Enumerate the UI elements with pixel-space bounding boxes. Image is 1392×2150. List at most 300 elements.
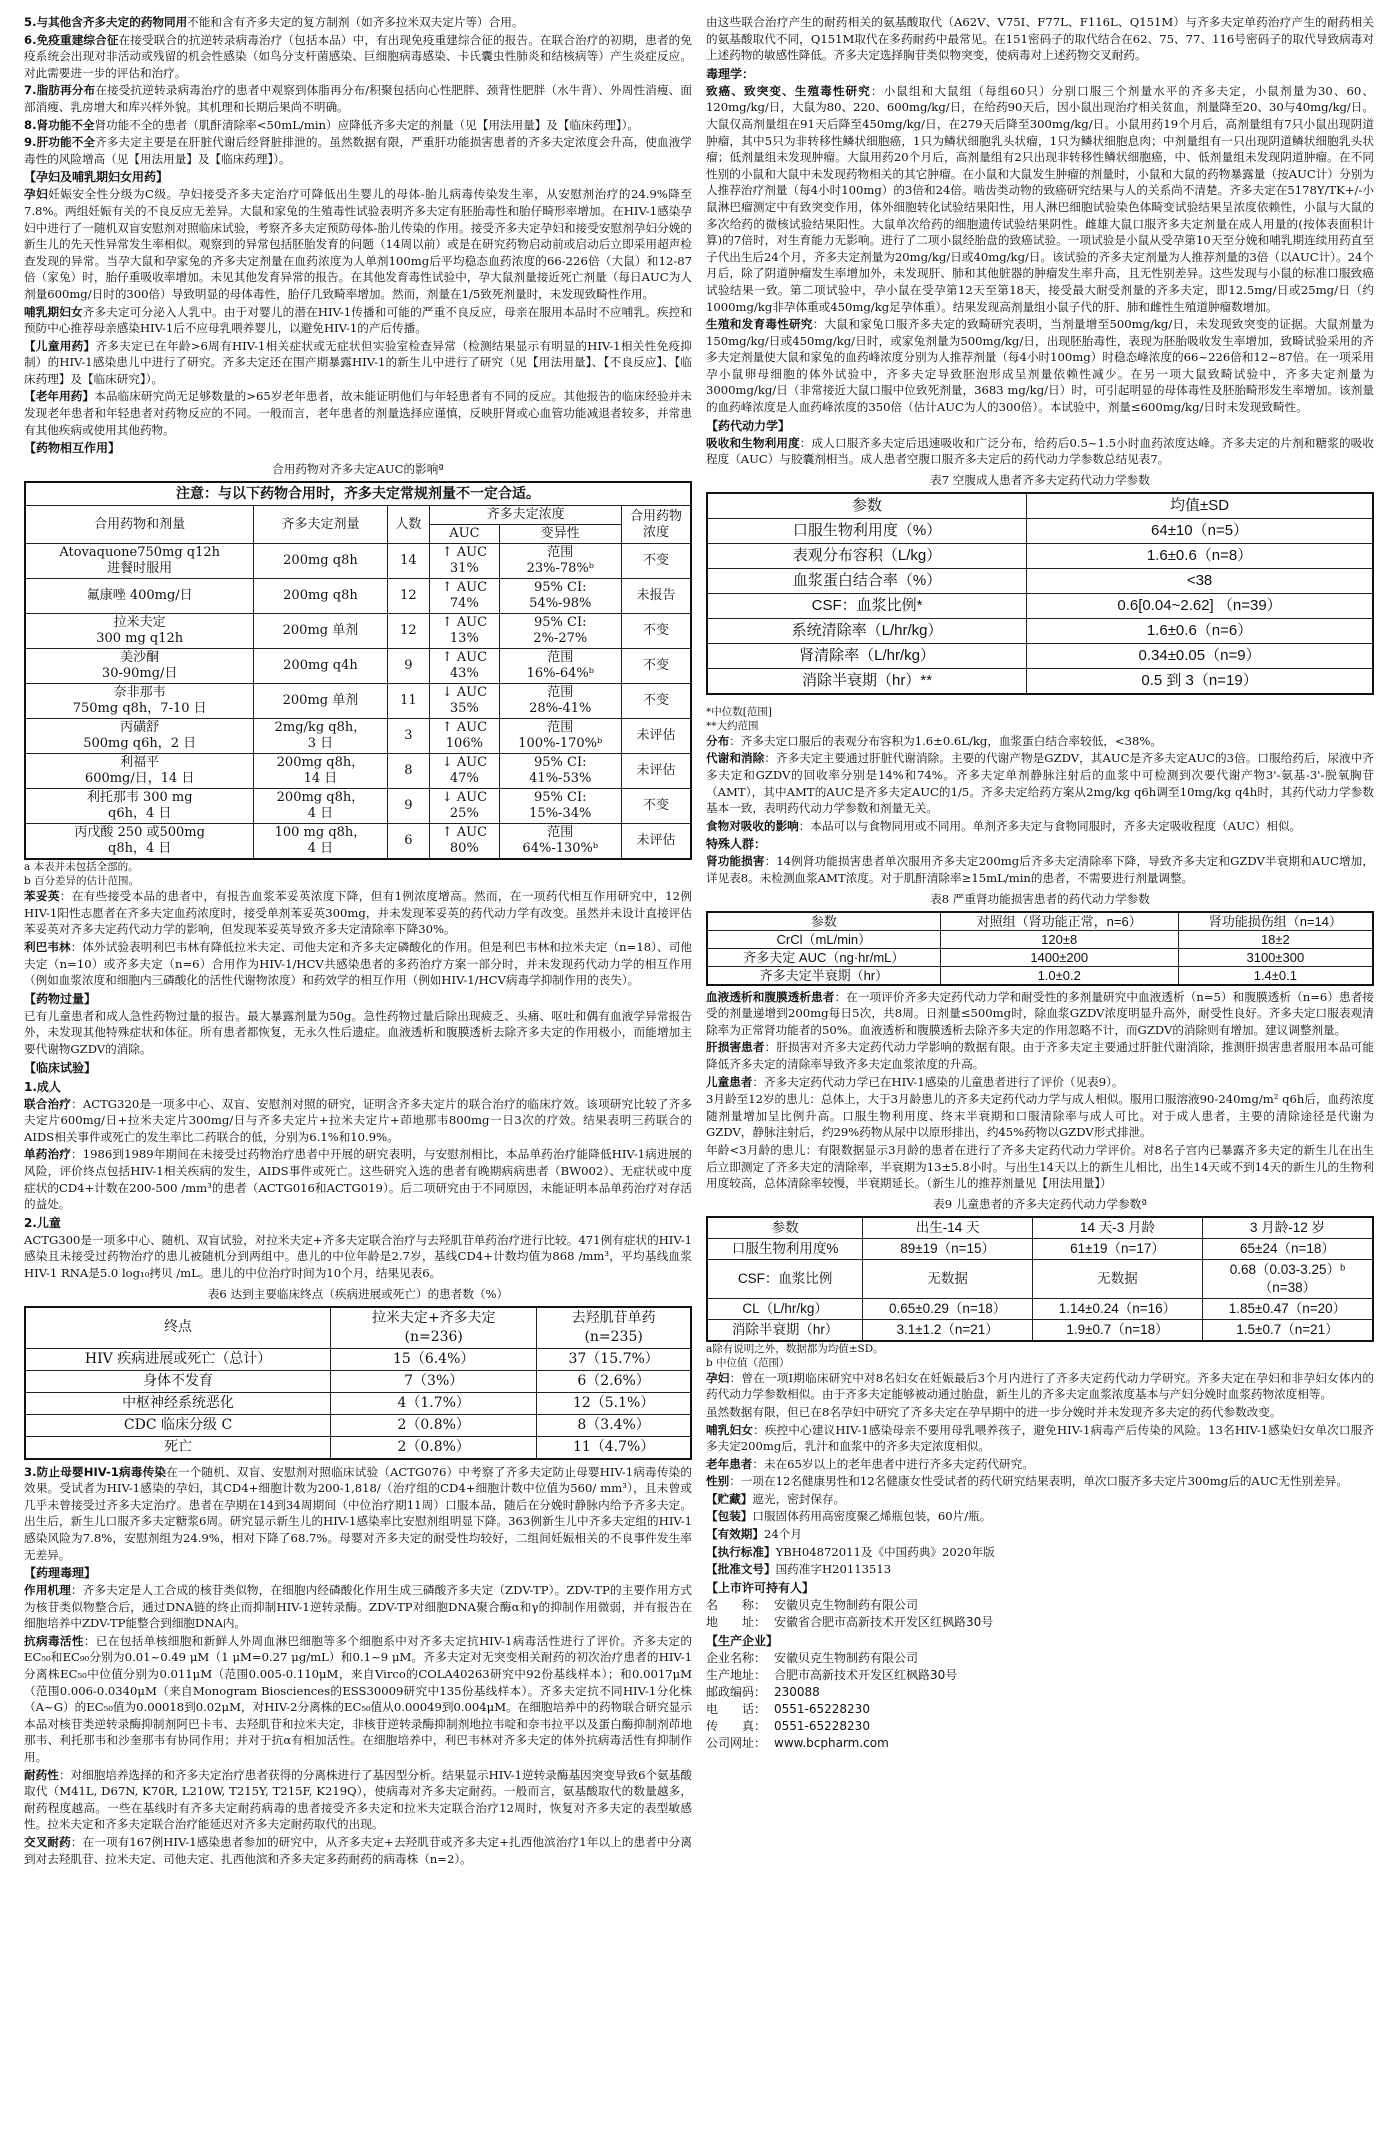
paragraph-lead: 利巴韦林 <box>24 940 71 955</box>
table-cell: ↓ AUC 35% <box>430 684 499 719</box>
contact-line <box>706 1701 1374 1718</box>
paragraph <box>706 1526 1374 1543</box>
manufacturer-info <box>706 1650 1374 1752</box>
manufacturer-heading: 【生产企业】 <box>706 1633 779 1648</box>
table-note: a 本表并未包括全部的。 <box>24 861 139 874</box>
contact-key: 生产地址： <box>706 1667 767 1682</box>
t8-head-impaired: 肾功能损伤组（n=14） <box>1178 912 1373 931</box>
pediatric-pk-row <box>707 1298 1373 1319</box>
right-intro-sections <box>706 14 1374 468</box>
paragraph-lead: 哺乳妇女 <box>706 1422 754 1437</box>
table-cell: 95% CI: 15%-34% <box>499 789 621 824</box>
paragraph <box>706 1370 1374 1403</box>
table-cell: 1.5±0.7（n=21） <box>1202 1319 1373 1341</box>
table-cell: CrCl（mL/min） <box>707 930 940 948</box>
paragraph-text: ：齐多夫定是人工合成的核苷类似物，在细胞内经磷酸化作用生成三磷酸齐多夫定（ZDV-TP）。ZDV-TP的主要作用方式为核苷类似物整合后，通过DNA链的终止而抑制HIV-1逆转录酶。ZDV-TP对细胞DNA聚合酶α和γ的抑制作用微弱，并有报告在细胞培养中ZDV-TP能整合到细胞DNA内。 <box>24 1583 692 1631</box>
interaction-row <box>25 789 691 824</box>
table-cell: 血浆蛋白结合率（%） <box>707 568 1027 593</box>
t6-head-combo: 拉米夫定+齐多夫定 (n=236) <box>331 1307 537 1349</box>
table-cell: ↑ AUC 74% <box>430 579 499 614</box>
contact-key: 电 话： <box>706 1701 767 1716</box>
table-note: b 百分差异的估计范围。 <box>24 875 140 888</box>
paragraph-lead: 【贮藏】 <box>706 1491 753 1506</box>
table-cell: 未评估 <box>622 754 692 789</box>
paragraph-lead: 哺乳期妇女 <box>24 304 83 319</box>
paragraph <box>24 32 692 82</box>
paragraph-lead: 儿童患者 <box>706 1074 753 1089</box>
paragraph-text: 虽然数据有限，但已在8名孕妇中研究了齐多夫定在孕早期中的进一步分娩时并未发现齐多夫定的药代参数改变。 <box>706 1404 1282 1419</box>
paragraph <box>24 1582 692 1632</box>
paragraph <box>706 1074 1374 1091</box>
table-cell: ↑ AUC 31% <box>430 544 499 579</box>
section-heading: 【孕妇及哺乳期妇女用药】 <box>24 170 169 185</box>
paragraph <box>706 818 1374 835</box>
table-cell: 范围 23%-78%ᵇ <box>499 544 621 579</box>
table-cell: 200mg q8h， 4 日 <box>254 789 387 824</box>
interaction-row <box>25 649 691 684</box>
t7-head-mean: 均值±SD <box>1027 493 1373 519</box>
paragraph-text: ：对细胞培养选择的和齐多夫定治疗患者获得的分离株进行了基因型分析。结果显示HIV-1逆转录酶基因突变导致6个氨基酸取代（M41L, D67N, K70R, L210W, T215Y, T215F, K219Q），使病毒对齐多夫定耐药。一般而言，氨基酸取代的数量越多，耐药程度越高。一些在基线时有齐多夫定耐药病毒的患者接受齐多夫定和拉米夫定联合治疗12周时，恢复对齐多夫定的表型敏感性。拉米夫定和齐多夫定联合治疗能延迟对齐多夫定耐药取代的出现。 <box>24 1767 692 1832</box>
table-cell: 1.85±0.47（n=20） <box>1202 1298 1373 1319</box>
paragraph-text: 口服固体药用高密度聚乙烯瓶包装，60片/瓶。 <box>752 1509 992 1524</box>
paragraph-text: ：1986到1989年期间在未接受过药物治疗患者中开展的研究表明，与安慰剂相比，本品单药治疗能降低HIV-1病进展的风险，评价终点包括HIV-1相关疾病的发生，AIDS事件或死亡。这些研究入选的患者有晚期病病患者（BW002）、无症状或中度症状的CD4+计数在200-500 /mm³的患者（ACTG016和ACTG019）。后二项研究由于不同原因，未能证明本品单药治疗对存活的益处。 <box>24 1147 692 1212</box>
contact-key: 传 真： <box>706 1718 767 1733</box>
paragraph-text: 3月龄至12岁的患儿：总体上，大于3月龄患儿的齐多夫定药代动力学与成人相似。服用口服溶液90-240mg/m² q6h后，血药浓度随剂量增加呈比例升高。口服生物利用度、终末半衰期和口服清除率与成人可比。对于成人患者，主要的清除途径是代谢为GZDV，静脉注射后，约29%药物从尿中以原形排出，约45%药物以GZDV形式排泄。 <box>706 1092 1374 1140</box>
table-cell: 14 <box>387 544 430 579</box>
paragraph <box>706 1091 1374 1141</box>
paragraph <box>24 1232 692 1282</box>
table-cell: 95% CI: 2%-27% <box>499 614 621 649</box>
section-heading: 1.成人 <box>24 1079 61 1094</box>
paragraph <box>706 1561 1374 1578</box>
table-cell: 氟康唑 400mg/日 <box>25 579 254 614</box>
endpoint-row <box>25 1414 691 1436</box>
paragraph-text: 齐多夫定可分泌入人乳中。由于对婴儿的潜在HIV-1传播和可能的严重不良反应，母亲在服用本品时不应哺乳。疾控和预防中心推荐母亲感染HIV-1后不应母乳喂养婴儿，以避免HIV-1的产后传播。 <box>24 304 692 336</box>
paragraph <box>706 435 1374 468</box>
paragraph-lead: 生殖和发育毒性研究 <box>706 317 813 332</box>
contact-line <box>706 1614 1374 1631</box>
paragraph-lead: 【批准文号】 <box>706 1562 776 1577</box>
table-cell: 未评估 <box>622 719 692 754</box>
table-cell: 200mg q8h， 14 日 <box>254 754 387 789</box>
table-cell: 7（3%） <box>331 1370 537 1392</box>
paragraph-lead: 9.肝功能不全 <box>24 135 96 150</box>
interaction-row <box>25 544 691 579</box>
paragraph-lead: 肝损害患者 <box>706 1040 765 1055</box>
t1-head-coconc: 合用药物浓度 <box>622 506 692 544</box>
interaction-row <box>25 684 691 719</box>
paragraph-text: YBH04872011及《中国药典》2020年版 <box>775 1544 995 1559</box>
right-special-population-sections <box>706 989 1374 1192</box>
table-cell: 15（6.4%） <box>331 1348 537 1370</box>
paragraph-text: 年龄<3月龄的患儿：有限数据显示3月龄的患者在进行了齐多夫定药代动力学评价。对8名子宫内已暴露齐多夫定的新生儿在出生后立即测定了齐多夫定的清除率，半衰期为13±5.8小时。与出生14天以上的新生儿相比，出生14天或不到14天的新生儿的生物利用度较高，总体清除率较慢，半衰期延长。（新生儿的推荐剂量见【用法用量】） <box>706 1142 1374 1191</box>
t1-head-drug: 合用药物和剂量 <box>25 506 254 544</box>
section-heading: 【上市许可持有人】 <box>706 1580 815 1595</box>
license-holder-info <box>706 1597 1374 1631</box>
pk-row <box>707 593 1373 618</box>
table-cell: CSF：血浆比例* <box>707 593 1027 618</box>
t9-head-neonate: 出生-14 天 <box>863 1217 1033 1239</box>
paragraph-text: ：小鼠组和大鼠组（每组60只）分别口服三个剂量水平的齐多夫定，小鼠剂量为30、60、120mg/kg/日，大鼠为80、220、600mg/kg/日，在给药90天后，因小鼠出现治疗相关贫血，剂量降至20、30与40mg/kg/日。大鼠仅高剂量组在91天后降至450mg/kg/日，在279天后降至300mg/kg/日。小鼠用药19个月后，高剂量组有7只小鼠出现阴道肿瘤，其中5只为非转移性鳞状细胞癌，1只为鳞状细胞乳头状瘤，1只为鳞状细胞息肉；中剂量组有一只出现阴道鳞状细胞乳头状瘤；低剂量组未发现肿瘤。大鼠用药20个月后，高剂量组有2只出现非转移性鳞状细胞癌，中、低剂量组未发现阴道肿瘤。在不同性别的小鼠和大鼠中未发现药物相关的其它肿瘤。在小鼠和大鼠发生肿瘤的剂量时，小鼠和大鼠的药物暴露量（按AUC计）分别为人推荐治疗剂量（每4小时100mg）的3倍和24倍。啮齿类动物的致癌研究结果与人的关系尚不清楚。齐多夫定在5178Y/TK+/-小鼠淋巴瘤测定中有致突变作用，体外细胞转化试验结果阳性，用人淋巴细胞试验染色体畸变试验结果呈浓度依赖性，小鼠与大鼠的多次给药的微核试验结果阳性。大鼠单次给药的细胞遗传试验结果阴性。雌雄大鼠口服齐多夫定剂量在成人用量的(按体表面积计算)的7倍时，对生育能力无影响。进行了二项小鼠经胎盘的致癌试验。一项试验是小鼠从受孕第10天至分娩和哺乳期连续用药直至子代出生后24个月，齐多夫定剂量为20mg/kg/日或40mg/kg/日。该试验的齐多夫定剂量为人推荐剂量的3倍（以AUC计）。24个月后，除了阴道肿瘤发生率增加外，未发现肝、肺和其他脏器的肿瘤发生率升高，且无性别差异。这些发现与小鼠的标准口服致癌试验结果一致。第二项试验中，孕小鼠在受孕第12天至第18天，接受最大耐受剂量的齐多夫定，即12.5mg/日或25mg/日（约1000mg/kg非孕体重或450mg/kg足孕体重）。结果发现高剂量组小鼠子代的肝、肺和雌性生殖道肿瘤数增加。 <box>706 83 1374 314</box>
t8-head-control: 对照组（肾功能正常，n=6） <box>940 912 1178 931</box>
paragraph-lead: 【包装】 <box>706 1509 753 1524</box>
paragraph <box>24 1096 692 1146</box>
table-cell: 奈非那韦 750mg q8h，7-10 日 <box>25 684 254 719</box>
table-cell: 丙磺舒 500mg q6h，2 日 <box>25 719 254 754</box>
table-cell: 200mg 单剂 <box>254 684 387 719</box>
contact-value: 合肥市高新技术开发区红枫路30号 <box>774 1667 958 1682</box>
table-cell: 利福平 600mg/日，14 日 <box>25 754 254 789</box>
renal-row <box>707 930 1373 948</box>
paragraph-lead: 分布 <box>706 733 730 748</box>
table-cell: 丙戊酸 250 或500mg q8h，4 日 <box>25 824 254 860</box>
paragraph-lead: 单药治疗 <box>24 1147 71 1162</box>
paragraph-lead: 5.与其他含齐多夫定的药物同用 <box>24 15 188 29</box>
section-heading: 【药物过量】 <box>24 991 97 1006</box>
section-heading: 毒理学： <box>706 66 755 81</box>
adult-pk-table <box>706 492 1374 695</box>
contact-key: 邮政编码： <box>706 1684 767 1699</box>
table-cell: CSF：血浆比例 <box>707 1259 863 1298</box>
paragraph <box>706 1422 1374 1455</box>
table-cell: 1400±200 <box>940 948 1178 966</box>
paragraph <box>706 316 1374 416</box>
table-cell: ↑ AUC 106% <box>430 719 499 754</box>
table-cell: 3100±300 <box>1178 948 1373 966</box>
table-cell: 0.68（0.03-3.25）ᵇ （n=38） <box>1202 1259 1373 1298</box>
table-cell: 美沙酮 30-90mg/日 <box>25 649 254 684</box>
paragraph-text: ：已在包括单核细胞和新鲜人外周血淋巴细胞等多个细胞系中对齐多夫定抗HIV-1病毒活性进行了评价。齐多夫定的EC₅₀和EC₉₀分别为0.01~0.49 μM（1 μM=0.27 μg/mL）和0.1~9 μM。齐多夫定对无突变相关耐药的初次治疗患者的HIV-1分离株EC₅₀中位值分别为0.011μM（范围0.005-0.110μM，来自Virco的COLA40263研究中92份基线样本）；和0.0017μM（范围0.006-0.0340μM（来自Monogram Biosciences的ESS30009研究中135份基线样本）。齐多夫定抗不同HIV-1分化株（A~G）的EC₅₀值为0.00018到0.02μM，对HIV-2分离株的EC₅₀值从0.00049到0.004μM。在细胞培养中的药物联合研究显示本品对核苷类逆转录酶抑制剂阿巴卡韦、去羟肌苷和拉米夫定，非核苷逆转录酶抑制剂地拉韦啶和奈韦拉平以及蛋白酶抑制剂茚地那韦、利托那韦和沙奎那韦有协同作用；并对于抗α有相加活性。在细胞培养中，利巴韦林对齐多夫定的体外抗病毒活性有抑制作用。 <box>24 1633 692 1765</box>
paragraph-lead: 联合治疗 <box>24 1096 72 1111</box>
contact-value: 安徽贝克生物制药有限公司 <box>774 1597 919 1612</box>
table-cell: 中枢神经系统恶化 <box>25 1392 331 1414</box>
section-heading: 【临床试验】 <box>24 1060 97 1075</box>
interaction-row <box>25 579 691 614</box>
paragraph-lead: 肾功能损害 <box>706 854 765 869</box>
table-cell: 200mg q8h <box>254 544 387 579</box>
interaction-row <box>25 824 691 860</box>
paragraph <box>24 82 692 115</box>
table-cell: 3.1±1.2（n=21） <box>863 1319 1033 1341</box>
table-cell: 无数据 <box>1033 1259 1203 1298</box>
table-cell: 不变 <box>622 614 692 649</box>
right-final-sections <box>706 1370 1374 1597</box>
interaction-row <box>25 614 691 649</box>
paragraph-text: ：14例肾功能损害患者单次服用齐多夫定200mg后齐多夫定清除率下降，导致齐多夫定和GZDV半衰期和AUC增加，详见表8。未检测血浆AMT浓度。对于肌酐清除率≥15mL/min的患者，不需要进行剂量调整。 <box>706 854 1374 885</box>
left-column <box>24 14 692 1868</box>
paragraph-lead: 老年患者 <box>706 1456 753 1471</box>
contact-value: 安徽省合肥市高新技术开发区红枫路30号 <box>774 1614 994 1629</box>
paragraph <box>24 14 692 31</box>
table-cell: 95% CI: 41%-53% <box>499 754 621 789</box>
paragraph-lead: 7.脂肪再分布 <box>24 83 96 98</box>
pediatric-pk-row <box>707 1259 1373 1298</box>
table9-caption: 表9 儿童患者的齐多夫定药代动力学参数ª <box>933 1196 1147 1211</box>
pediatric-endpoint-table <box>24 1306 692 1460</box>
table9-notes <box>706 1342 1374 1370</box>
table-cell: 范围 28%-41% <box>499 684 621 719</box>
t9-head-child: 3 月龄-12 岁 <box>1202 1217 1373 1239</box>
table-cell: 1.6±0.6（n=6） <box>1027 618 1373 643</box>
pk-row <box>707 568 1373 593</box>
t6-head-ddi: 去羟肌苷单药 (n=235) <box>537 1307 691 1349</box>
paragraph-text: 齐多夫定已在年龄>6周有HIV-1相关症状或无症状但实验室检查异常（检测结果显示有明显的HIV-1相关性免疫抑制）的HIV-1感染患儿中进行了研究。齐多夫定还在围产期暴露HIV-1的新生儿中进行了研究（见【用法用量】、【不良反应】、【临床药理】及【临床研究】）。 <box>24 338 692 386</box>
table7-caption: 表7 空腹成人患者齐多夫定药代动力学参数 <box>930 472 1150 487</box>
paragraph <box>24 304 692 337</box>
paragraph <box>24 939 692 989</box>
paragraph-lead: 【儿童用药】 <box>24 338 96 353</box>
table-cell: 1.0±0.2 <box>940 966 1178 985</box>
paragraph <box>706 1142 1374 1192</box>
t1-head-n: 人数 <box>387 506 430 544</box>
table-cell: 消除半衰期（hr） <box>707 1319 863 1341</box>
paragraph-lead: 孕妇 <box>24 187 49 202</box>
table-cell: 拉米夫定 300 mg q12h <box>25 614 254 649</box>
paragraph-lead: 性别 <box>706 1474 730 1489</box>
t1-head-dose: 齐多夫定剂量 <box>254 506 387 544</box>
table-cell: 6（2.6%） <box>537 1370 691 1392</box>
paragraph-text: 在接受抗逆转录病毒治疗的患者中观察到体脂再分布/积聚包括向心性肥胖、颈背性肥胖（水牛背）、外周性消瘦、面部消瘦、乳房增大和库兴样外貌。其机理和长期后果尚不明确。 <box>24 83 692 114</box>
table-cell: 不变 <box>622 649 692 684</box>
paragraph-lead: 抗病毒活性 <box>24 1633 84 1648</box>
left-final-sections <box>24 1464 692 1868</box>
paragraph-lead: 孕妇 <box>706 1370 730 1385</box>
left-intro-sections <box>24 14 692 457</box>
paragraph-text: 肾功能不全的患者（肌酐清除率<50mL/min）应降低齐多夫定的剂量（见【用法用量】及【临床药理】）。 <box>94 117 640 132</box>
paragraph-text: 本品临床研究尚无足够数量的>65岁老年患者，故未能证明他们与年轻患者有不同的反应。其他报告的临床经验并未发现老年患者和年轻患者对药物反应的不同。一般而言，老年患者的剂量选择应谨慎，反映肝肾或心血管功能减退者较多，并常患有其他疾病或使用其他药物。 <box>24 389 692 437</box>
t9-head-param: 参数 <box>707 1217 863 1239</box>
paragraph-text: ：本品可以与食物同用或不同用。单剂齐多夫定与食物同服时，齐多夫定吸收程度（AUC）相似。 <box>798 818 1302 833</box>
paragraph <box>24 1146 692 1212</box>
paragraph-text: ：在一项评价齐多夫定药代动力学和耐受性的多剂量研究中血液透析（n=5）和腹膜透析（n=6）患者接受的剂量递增到200mg每日5次，共8周。日剂量≤500mg时，除血浆GZDV浓度明显升高外，耐受性良好。齐多夫定口服表观清除率为正常肾功能者的50%。血液透析和腹膜透析去除齐多夫定的作用忽略不计，而GZDV的消除则有增加。建议调整剂量。 <box>706 989 1374 1037</box>
table-cell: 12 <box>387 579 430 614</box>
paragraph <box>24 388 692 438</box>
paragraph-lead: 食物对吸收的影响 <box>706 818 799 833</box>
table-cell: 200mg 单剂 <box>254 614 387 649</box>
table-cell: 消除半衰期（hr）** <box>707 668 1027 694</box>
paragraph-lead: 8.肾功能不全 <box>24 117 95 132</box>
contact-value: 0551-65228230 <box>774 1701 870 1716</box>
pediatric-pk-table <box>706 1216 1374 1342</box>
table-cell: CDC 临床分级 C <box>25 1414 331 1436</box>
table-note: a除有说明之外，数据都为均值±SD。 <box>706 1342 884 1355</box>
paragraph <box>706 1456 1374 1473</box>
table-cell: 9 <box>387 789 430 824</box>
drug-interaction-table <box>24 481 692 860</box>
table-cell: 齐多夫定半衰期（hr） <box>707 966 940 985</box>
table-cell: 不变 <box>622 684 692 719</box>
table-cell: 范围 100%-170%ᵇ <box>499 719 621 754</box>
pk-row <box>707 518 1373 543</box>
table-cell: 表观分布容积（L/kg） <box>707 543 1027 568</box>
paragraph <box>24 186 692 302</box>
table1-warning: 注意：与以下药物合用时，齐多夫定常规剂量不一定合适。 <box>25 482 691 506</box>
table-cell: 范围 16%-64%ᵇ <box>499 649 621 684</box>
table-cell: 120±8 <box>940 930 1178 948</box>
table-note: *中位数[范围] <box>706 705 772 718</box>
contact-key: 企业名称： <box>706 1650 767 1665</box>
contact-value: 安徽贝克生物制药有限公司 <box>774 1650 919 1665</box>
contact-line <box>706 1650 1374 1667</box>
paragraph <box>706 14 1374 64</box>
table-cell: 未报告 <box>622 579 692 614</box>
pk-row <box>707 543 1373 568</box>
interaction-row <box>25 754 691 789</box>
paragraph-lead: 致癌、致突变、生殖毒性研究 <box>706 83 871 98</box>
table-cell: 200mg q4h <box>254 649 387 684</box>
paragraph-text: ：体外试验表明利巴韦林有降低拉米夫定、司他夫定和齐多夫定磷酸化的作用。但是利巴韦林和拉米夫定（n=18）、司他夫定（n=10）或齐多夫定（n=6）合用作为HIV-1/HCV共感染患者的多药治疗方案一部分时，并未发现药代动力学的相互作用（例如血浆浓度和细胞内三磷酸化的活性代谢物浓度）和药效学的相互作用（例如HIV-1/HCV病毒学抑制作用的丧失）。 <box>24 940 692 988</box>
t7-head-param: 参数 <box>707 493 1027 519</box>
paragraph <box>706 1404 1374 1421</box>
paragraph-lead: 作用机理 <box>24 1583 71 1598</box>
paragraph-text: ：ACTG320是一项多中心、双盲、安慰剂对照的研究，证明含齐多夫定片的联合治疗的临床疗效。该项研究比较了齐多夫定片600mg/日+拉米夫定片300mg/日与齐多夫定片+拉米夫定片+茚地那韦800mg一日3次的疗效。结果表明三药联合的AIDS相关事件或死亡的发生率比二药联合的低，分别为6.1%和10.9%。 <box>24 1096 692 1144</box>
renal-row <box>707 966 1373 985</box>
table-cell: 11（4.7%） <box>537 1436 691 1459</box>
contact-value: 230088 <box>774 1684 820 1699</box>
paragraph <box>24 1464 692 1564</box>
table8-caption: 表8 严重肾功能损害患者的药代动力学参数 <box>930 891 1150 906</box>
table-cell: 0.34±0.05（n=9） <box>1027 643 1373 668</box>
table-cell: 200mg q8h <box>254 579 387 614</box>
t8-head-param: 参数 <box>707 912 940 931</box>
paragraph <box>24 1834 692 1867</box>
contact-line <box>706 1597 1374 1614</box>
paragraph-lead: 3.防止母婴HIV-1病毒传染 <box>24 1464 167 1479</box>
paragraph <box>706 1508 1374 1525</box>
paragraph-text: ：成人口服齐多夫定后迅速吸收和广泛分布，给药后0.5~1.5小时血药浓度达峰。齐多夫定的片剂和糖浆的吸收程度（AUC）与胶囊剂相当。成人患者空腹口服齐多夫定后的药代动力学参数总结见表7。 <box>706 435 1374 467</box>
paragraph <box>24 117 692 134</box>
paragraph <box>706 1544 1374 1561</box>
paragraph-text: ：一项在12名健康男性和12名健康女性受试者的药代研究结果表明，单次口服齐多夫定片300mg后的AUC无性别差异。 <box>729 1474 1348 1489</box>
table-cell: 0.6[0.04~2.62] （n=39） <box>1027 593 1373 618</box>
table-cell: HIV 疾病进展或死亡（总计） <box>25 1348 331 1370</box>
pk-row <box>707 618 1373 643</box>
table-cell: 1.4±0.1 <box>1178 966 1373 985</box>
table-cell: 未评估 <box>622 824 692 860</box>
table-cell: 1.14±0.24（n=16） <box>1033 1298 1203 1319</box>
table-cell: 8（3.4%） <box>537 1414 691 1436</box>
table-cell: 死亡 <box>25 1436 331 1459</box>
paragraph-text: 24个月 <box>763 1527 802 1542</box>
t1-head-var: 变异性 <box>499 525 621 544</box>
table-cell: 12 <box>387 614 430 649</box>
renal-row <box>707 948 1373 966</box>
pediatric-pk-row <box>707 1319 1373 1341</box>
paragraph-text: 妊娠安全性分级为C级。孕妇接受齐多夫定治疗可降低出生婴儿的母体-胎儿病毒传染发生率，从安慰剂治疗的24.9%降至7.8%。两组妊娠有关的不良反应无差异。大鼠和家兔的生殖毒性试验表明齐多夫定有胚胎毒性和胎仔畸形率增加。在HIV-1感染孕妇中进行了一随机双盲安慰剂对照临床试验，考察齐多夫定预防母体-胎儿传染的作用。接受齐多夫定孕妇和接受安慰剂孕妇分娩的新生儿的先天性异常发生率相似。观察到的异常包括胚胎发育的问题（14周以前）或是在研究药物启动前或启动后立即采用超声检查发现的异常。当孕大鼠和孕家兔的齐多夫定剂量在血药浓度为人单剂100mg后平均稳态血药浓度的66-226倍（大鼠）和12-87倍（家兔）时，胎仔重吸收率增加。未见其他发育异常的报告。在其他发育毒性试验中，孕大鼠剂量接近死亡剂量（每日AUC为人剂量600mg/日时的300倍）导致明显的母体毒性，胎仔几致畸率增加。然而，剂量在1/5致死剂量时，未发现致畸性作用。 <box>24 187 692 301</box>
paragraph <box>24 888 692 938</box>
table-cell: 系统清除率（L/hr/kg） <box>707 618 1027 643</box>
paragraph-text: ：齐多夫定主要通过肝脏代谢消除。主要的代谢产物是GZDV，其AUC是齐多夫定AUC的3倍。口服给药后，尿液中齐多夫定和GZDV的回收率分别是14%和74%。齐多夫定单剂静脉注射后的血浆中可检测到次要代谢产物3'-氨基-3'-脱氧胸苷（AMT），其中AMT的AUC是齐多夫定AUC的1/5。齐多夫定给药方案从2mg/kg q6h调至10mg/kg q4h时，其药代动力学参数基本一致，表明药代动力学参数和剂量无关。 <box>706 751 1374 816</box>
paragraph-text: 齐多夫定主要是在肝脏代谢后经肾脏排泄的。虽然数据有限，严重肝功能损害患者的齐多夫定浓度会升高，使血液学毒性的风险增高（见【用法用量】及【临床药理】）。 <box>24 135 692 166</box>
paragraph <box>706 853 1374 886</box>
table-cell: 11 <box>387 684 430 719</box>
section-heading: 特殊人群： <box>706 837 767 852</box>
paragraph <box>24 134 692 167</box>
paragraph-lead: 苯妥英 <box>24 889 60 904</box>
contact-line <box>706 1718 1374 1735</box>
contact-line <box>706 1735 1374 1752</box>
paragraph <box>24 1633 692 1766</box>
paragraph-text: ：齐多夫定药代动力学已在HIV-1感染的儿童患者进行了评价（见表9）。 <box>752 1074 1124 1089</box>
table-cell: 37（15.7%） <box>537 1348 691 1370</box>
t1-head-auc: AUC <box>430 525 499 544</box>
contact-line <box>706 1667 1374 1684</box>
table-cell: ↓ AUC 25% <box>430 789 499 824</box>
paragraph <box>24 1008 692 1058</box>
paragraph-text: ：曾在一项I期临床研究中对8名妇女在妊娠最后3个月内进行了齐多夫定药代动力学研究。齐多夫定在孕妇和非孕妇女体内的药代动力学参数相似。由于齐多夫定能够被动通过胎盘，新生儿的齐多夫定血浆浓度基本与产妇分娩时血浆药物浓度相等。 <box>706 1370 1374 1402</box>
paragraph-lead: 血液透析和腹膜透析患者 <box>706 989 835 1004</box>
table-cell: 无数据 <box>863 1259 1033 1298</box>
paragraph-text: ：未在65岁以上的老年患者中进行齐多夫定药代研究。 <box>752 1456 1034 1471</box>
table-cell: 4（1.7%） <box>331 1392 537 1414</box>
paragraph-text: 不能和含有齐多夫定的复方制剂（如齐多拉米双夫定片等）合用。 <box>187 15 524 29</box>
paragraph-lead: 6.免疫重建综合征 <box>24 32 119 47</box>
pk-row <box>707 668 1373 694</box>
table-cell: 0.5 到 3（n=19） <box>1027 668 1373 694</box>
table-cell: <38 <box>1027 568 1373 593</box>
paragraph <box>706 1491 1374 1508</box>
table-cell: 身体不发育 <box>25 1370 331 1392</box>
table1-notes <box>24 860 692 888</box>
paragraph-text: ：在有些接受本品的患者中，有报告血浆苯妥英浓度下降，但有1例浓度增高。然而，在一项药代相互作用研究中，12例HIV-1阳性志愿者在齐多夫定血药浓度时，接受单剂苯妥英300mg，并未发现苯妥英的药代动力学有改变。虽然并未设计直接评估苯妥英对齐多夫定药代动力学的影响，但发现苯妥英导致齐多夫定清除率下降30%。 <box>24 889 692 937</box>
interaction-row <box>25 719 691 754</box>
t9-head-infant: 14 天-3 月龄 <box>1033 1217 1203 1239</box>
paragraph-text: 在一个随机、双盲、安慰剂对照临床试验（ACTG076）中考察了齐多夫定防止母婴HIV-1病毒传染的效果。受试者为HIV-1感染的孕妇，其CD4+细胞计数为200-1,818/（治疗组的CD4+细胞计数中位值为560/ mm³），且未曾或几乎未曾接受过齐多夫定治疗。患者在孕期在14到34周期间（中位治疗期11周）口服本品，随后在分娩时静脉内给予齐多夫定。出生后，新生儿口服齐多夫定糖浆6周。研究显示新生儿的HIV-1感染率比安慰剂组明显下降。363例新生儿中齐多夫定组的HIV-1感染风险为7.8%，安慰剂组为24.9%，相对下降了68.7%。母婴对齐多夫定的耐受性均较好，二组间妊娠相关的不良事件发生率无差异。 <box>24 1464 692 1562</box>
right-column <box>706 14 1374 1752</box>
paragraph <box>706 750 1374 816</box>
table-cell: ↑ AUC 13% <box>430 614 499 649</box>
table-cell: ↓ AUC 47% <box>430 754 499 789</box>
table-cell: 1.6±0.6（n=8） <box>1027 543 1373 568</box>
table-cell: ↑ AUC 43% <box>430 649 499 684</box>
table7-notes <box>706 705 1374 733</box>
table-note: **大约范围 <box>706 719 759 732</box>
table-cell: 口服生物利用度（%） <box>707 518 1027 543</box>
paragraph-lead: 交叉耐药 <box>24 1835 71 1849</box>
endpoint-row <box>25 1436 691 1459</box>
paragraph-text: 遮光，密封保存。 <box>752 1491 846 1506</box>
table1-caption: 合用药物对齐多夫定AUC的影响ª <box>272 462 444 477</box>
table-cell: 8 <box>387 754 430 789</box>
endpoint-row <box>25 1392 691 1414</box>
table-cell: 齐多夫定 AUC（ng·hr/mL） <box>707 948 940 966</box>
paragraph-text: ACTG300是一项多中心、随机、双盲试验，对拉米夫定+齐多夫定联合治疗与去羟肌苷单药治疗进行比较。471例有症状的HIV-1感染且未接受过药物治疗的患儿被随机分到两组中。患儿的中位年龄是2.7岁，基线CD4+计数均值为868 /mm³，平均基线血浆HIV-1 RNA是5.0 log₁₀拷贝 /mL。患儿的中位治疗时间为10个月，结果见表6。 <box>24 1232 692 1280</box>
table-cell: Atovaquone750mg q12h 进餐时服用 <box>25 544 254 579</box>
table-cell: 范围 64%-130%ᵇ <box>499 824 621 860</box>
paragraph-lead: 【老年用药】 <box>24 389 95 404</box>
paragraph-text: 由这些联合治疗产生的耐药相关的氨基酸取代（A62V、V75I、F77L、F116L、Q151M）与齐多夫定单药治疗产生的耐药相关的氨基酸取代不同，Q151M取代在多药耐药中最常见。在151密码子的取代结合在62、75、77、116号密码子的取代导致病毒对上述药物的敏感性降低。齐多夫定选择胸苷类似物突变，使病毒对上述药物交叉耐药。 <box>706 15 1374 63</box>
paragraph-text: ：齐多夫定口服后的表观分布容积为1.6±0.6L/kg，血浆蛋白结合率较低，<38%。 <box>729 733 1162 748</box>
paragraph <box>706 83 1374 315</box>
paragraph <box>706 733 1374 750</box>
table-cell: 18±2 <box>1178 930 1373 948</box>
table-cell: 1.9±0.7（n=18） <box>1033 1319 1203 1341</box>
contact-value: www.bcpharm.com <box>774 1735 889 1750</box>
contact-value: 0551-65228230 <box>774 1718 870 1733</box>
table-cell: CL（L/hr/kg） <box>707 1298 863 1319</box>
endpoint-row <box>25 1348 691 1370</box>
table-cell: 不变 <box>622 544 692 579</box>
table6-caption: 表6 达到主要临床终点（疾病进展或死亡）的患者数（%） <box>207 1286 509 1301</box>
endpoint-row <box>25 1370 691 1392</box>
table-cell: 100 mg q8h， 4 日 <box>254 824 387 860</box>
paragraph-lead: 【执行标准】 <box>706 1544 776 1559</box>
renal-pk-table <box>706 911 1374 986</box>
section-heading: 【药理毒理】 <box>24 1566 97 1581</box>
t6-head-endpoint: 终点 <box>25 1307 331 1349</box>
table-cell: 6 <box>387 824 430 860</box>
paragraph-lead: 耐药性 <box>24 1767 59 1782</box>
